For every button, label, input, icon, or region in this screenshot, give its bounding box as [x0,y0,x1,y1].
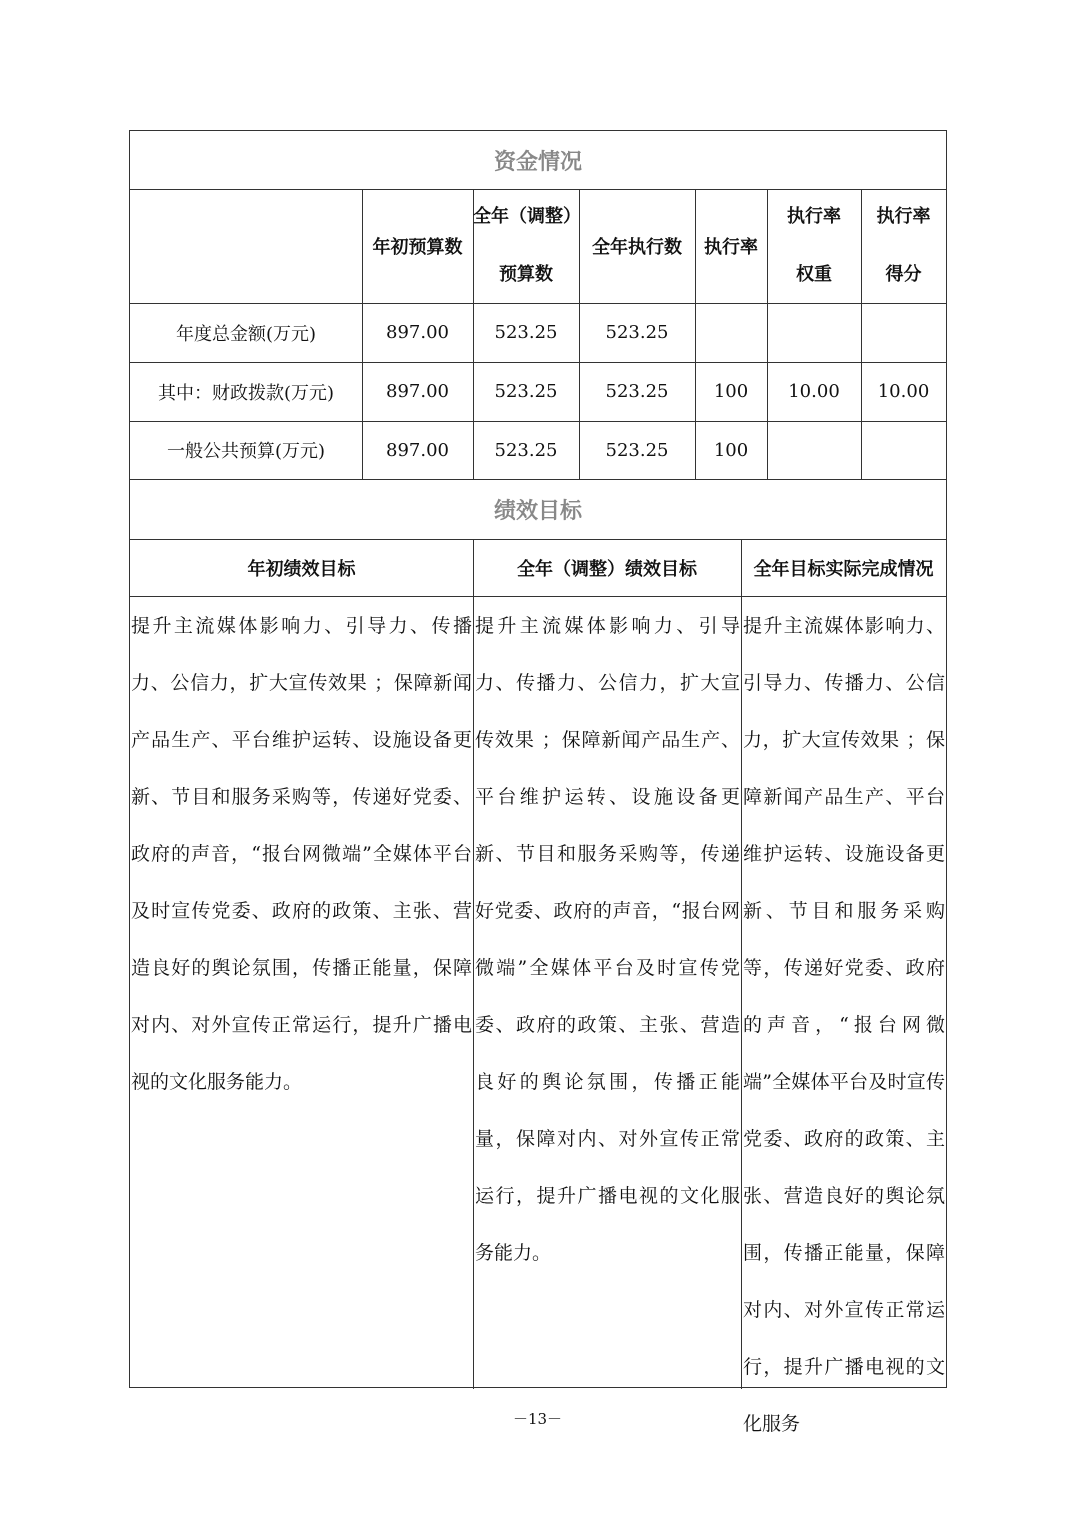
cell-weight [767,303,861,362]
rule [130,596,946,597]
cell-rate: 100 [713,381,749,402]
cell-score [861,421,946,479]
performance-section-title: 绩效目标 [493,498,582,524]
header-exec-rate: 执行率 [704,237,758,258]
header-adjusted-budget-line2: 预算数 [499,264,553,285]
cell-executed: 523.25 [605,439,669,461]
header-adjusted-goal: 全年（调整）绩效目标 [517,558,697,580]
header-score [861,189,946,303]
page-number: －13－ [512,1410,563,1428]
header-initial-goal: 年初绩效目标 [247,558,356,580]
header-adjusted-budget-line1: 全年（调整） [473,206,581,227]
cell-score [861,303,946,362]
row-label: 一般公共预算(万元) [166,441,326,462]
cell-adjusted: 523.25 [494,322,558,343]
cell-rate: 100 [713,439,749,461]
header-weight-line1: 执行率 [787,206,841,227]
cell-executed: 523.25 [605,322,669,343]
row-label: 其中：财政拨款(万元) [157,382,335,404]
initial-goal-text: 提升主流媒体影响力、引导力、传播力、公信力，扩大宣传效果 ；保障新闻产品生产、平台维护运转、设施设备更新、节目和服务采购等，传递好党委、政府的声音，“报台网微端”全媒体平台及时宣传党委、政府的政策、主张、营造良好的舆论氛围，传播正能量，保障对内、对外宣传正常运行，提升广播电视的文化服务能力。 [131,615,472,1093]
cell-adjusted: 523.25 [494,381,558,402]
cell-executed: 523.25 [605,381,669,402]
header-adjusted-budget [473,189,579,303]
cell-rate [695,303,767,362]
header-actual: 全年目标实际完成情况 [753,558,934,580]
header-executed: 全年执行数 [592,237,682,258]
actual-completion-text: 提升主流媒体影响力、引导力、传播力、公信力，扩大宣传效果 ；保障新闻产品生产、平台维护运转、设施设备更新、节目和服务采购等，传递好党委、政府的声音，“报台网微端”全媒体平台及时宣传党委、政府的政策、主张、营造良好的舆论氛围，传播正能量，保障对内、对外宣传正常运行，提升广播电视的文化服务 [743,615,945,1435]
cell-score: 10.00 [877,381,930,402]
cell-initial: 897.00 [386,439,449,461]
header-score-line1: 执行率 [876,206,931,227]
cell-adjusted: 523.25 [494,439,558,461]
header-weight-line2: 权重 [796,264,832,285]
header-initial-budget: 年初预算数 [372,237,463,258]
cell-initial: 897.00 [386,322,449,343]
adjusted-goal-text: 提升主流媒体影响力、引导力、传播力、公信力，扩大宣传效果 ；保障新闻产品生产、平台维护运转、设施设备更新、节目和服务采购等，传递好党委、政府的声音，“报台网微端”全媒体平台及时宣传党委、政府的政策、主张、营造良好的舆论氛围，传播正能量，保障对内、对外宣传正常运行，提升广播电视的文化服务能力。 [475,615,740,1264]
cell-initial: 897.00 [386,381,449,402]
cell-weight [767,421,861,479]
header-weight [767,189,861,303]
row-label: 年度总金额(万元) [175,323,317,345]
header-score-line2: 得分 [885,264,922,285]
funding-section-title: 资金情况 [493,149,582,175]
cell-weight: 10.00 [788,381,840,402]
